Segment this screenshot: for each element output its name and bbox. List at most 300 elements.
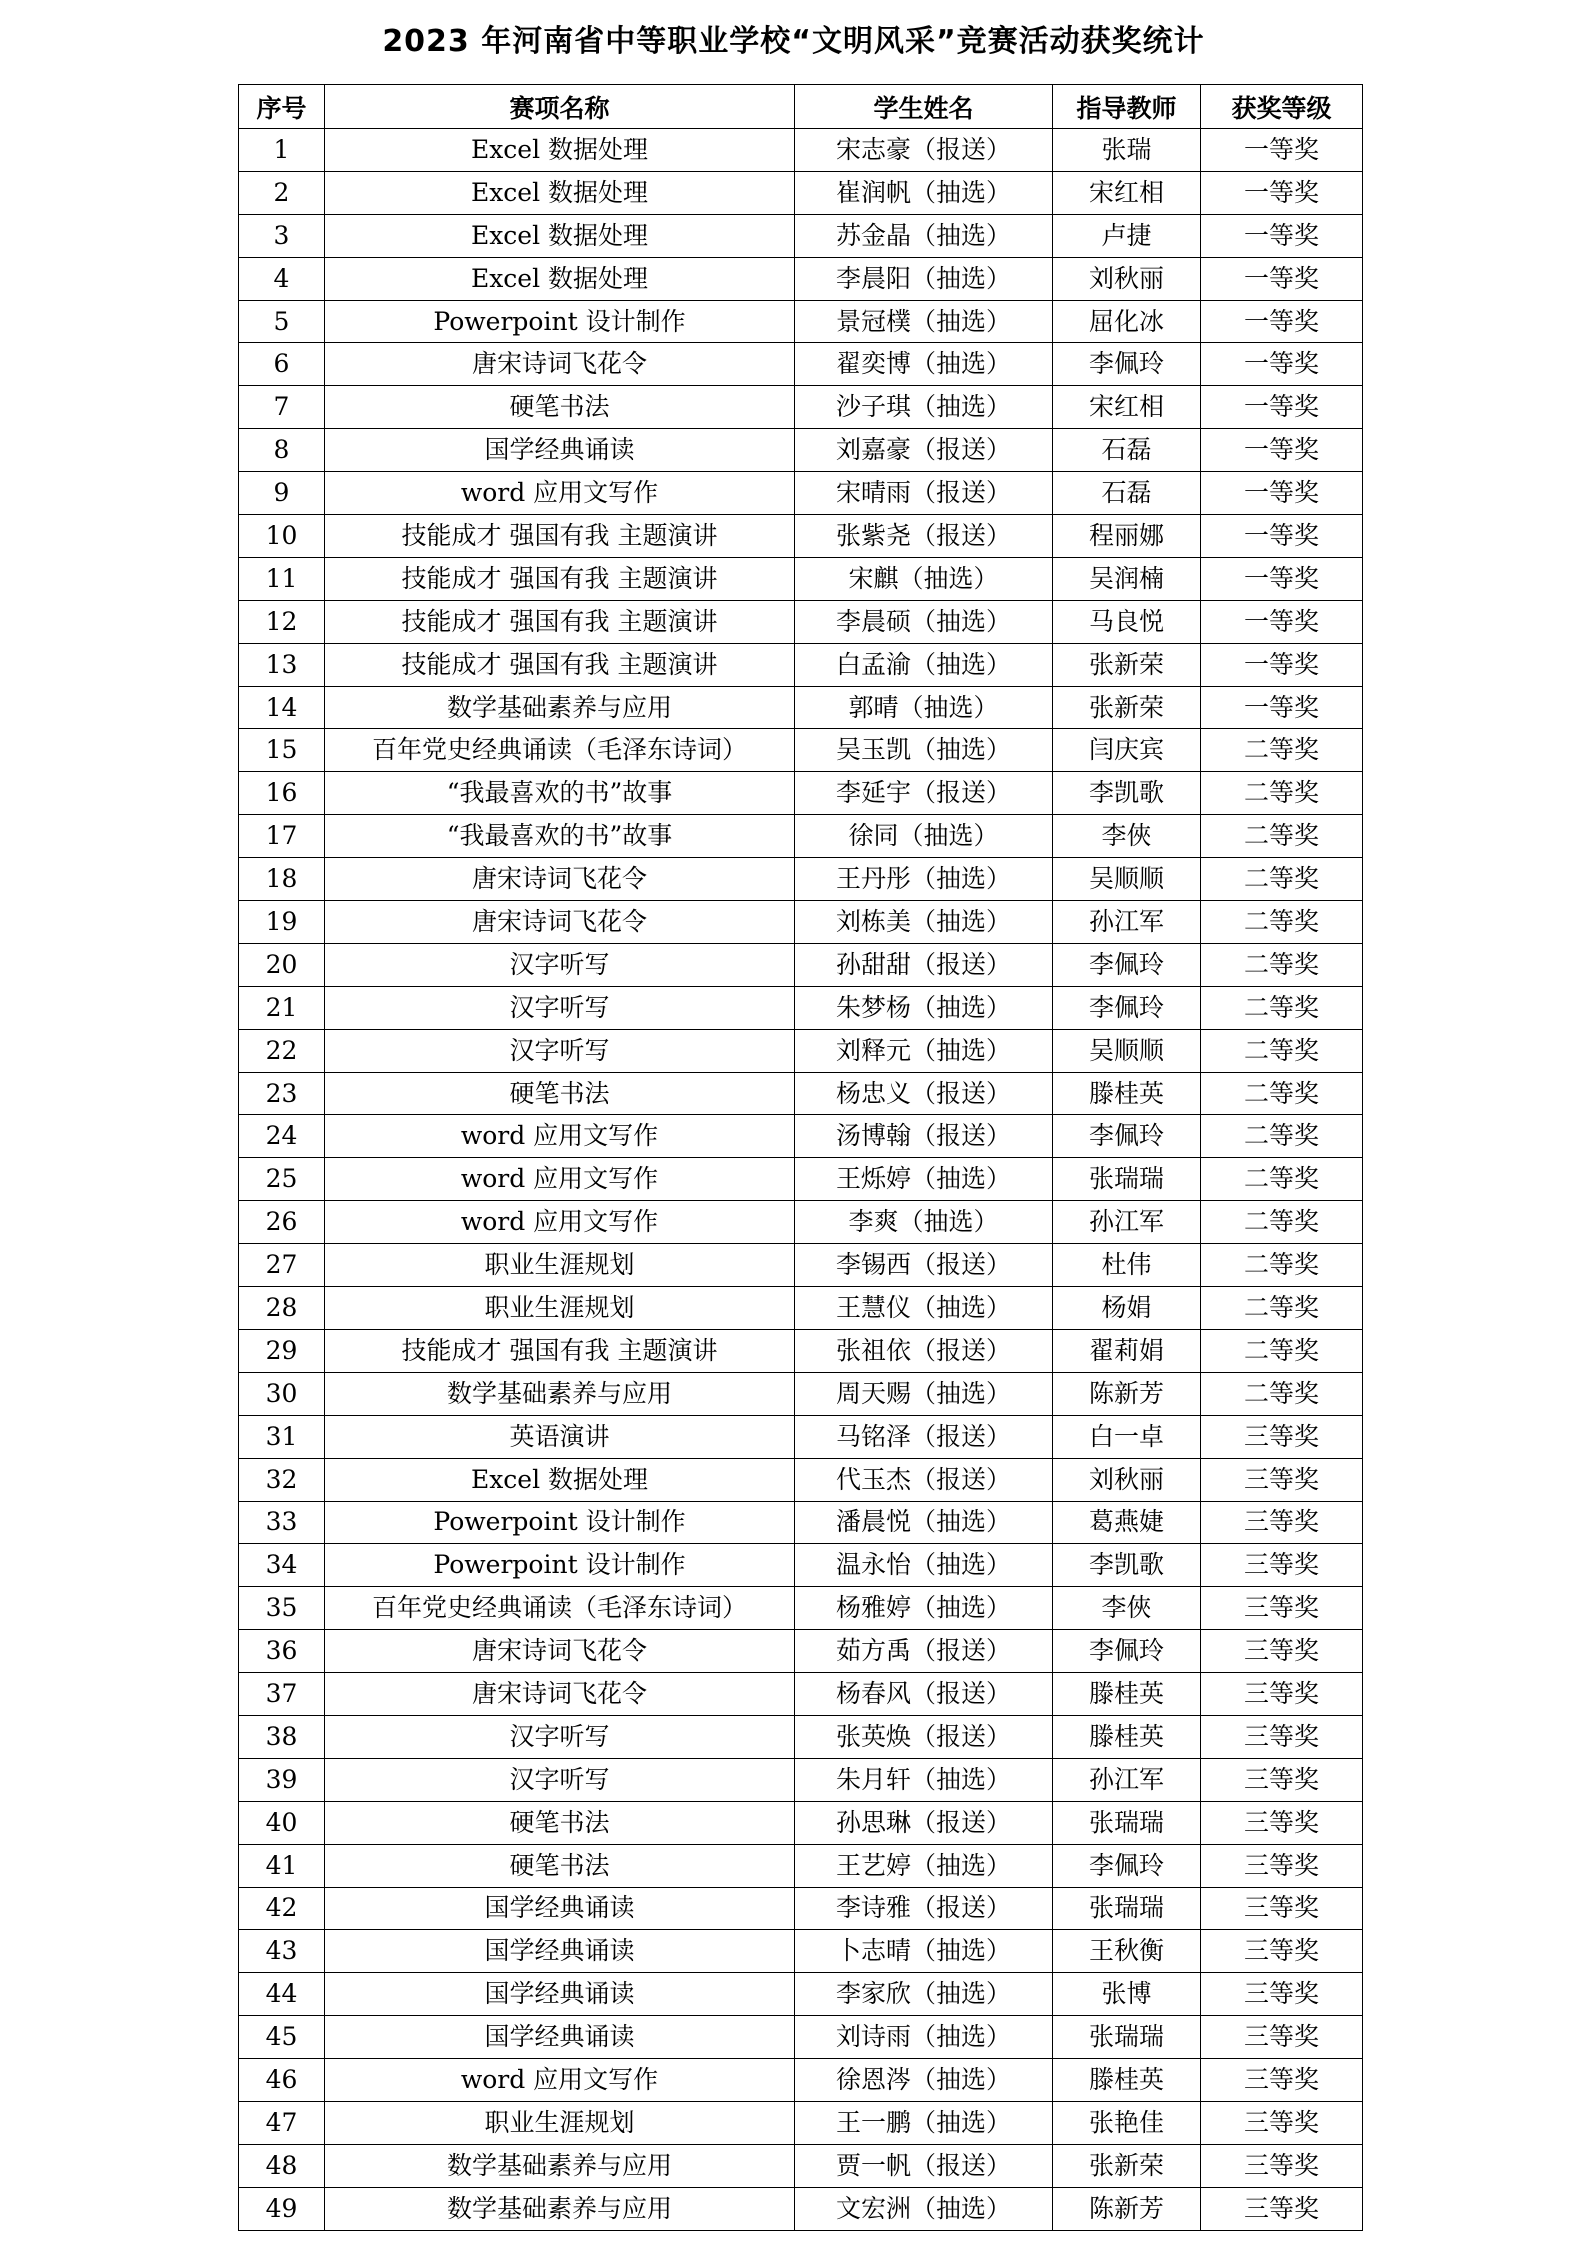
table-row [239, 729, 1363, 772]
cell-teacher: 孙江军 [1053, 1758, 1201, 1801]
cell-event: 职业生涯规划 [325, 1287, 795, 1330]
cell-student: 刘栋美（抽选） [795, 901, 1053, 944]
cell-event: 技能成才 强国有我 主题演讲 [325, 600, 795, 643]
cell-seq: 41 [239, 1844, 325, 1887]
cell-event: word 应用文写作 [325, 2059, 795, 2102]
cell-student: 茹方禹（报送） [795, 1630, 1053, 1673]
cell-seq: 10 [239, 515, 325, 558]
cell-seq: 6 [239, 343, 325, 386]
cell-student: 温永怡（抽选） [795, 1544, 1053, 1587]
table-row [239, 1201, 1363, 1244]
cell-student: 李家欣（抽选） [795, 1973, 1053, 2016]
cell-level: 一等奖 [1201, 515, 1363, 558]
table-row [239, 643, 1363, 686]
cell-event: 国学经典诵读 [325, 2016, 795, 2059]
cell-student: 卜志晴（抽选） [795, 1930, 1053, 1973]
cell-level: 二等奖 [1201, 1158, 1363, 1201]
cell-level: 三等奖 [1201, 1544, 1363, 1587]
cell-level: 三等奖 [1201, 1844, 1363, 1887]
cell-teacher: 滕桂英 [1053, 1673, 1201, 1716]
table-row [239, 1029, 1363, 1072]
cell-seq: 22 [239, 1029, 325, 1072]
cell-event: word 应用文写作 [325, 1158, 795, 1201]
cell-student: 景冠樸（抽选） [795, 300, 1053, 343]
cell-level: 一等奖 [1201, 600, 1363, 643]
cell-seq: 48 [239, 2144, 325, 2187]
cell-seq: 37 [239, 1673, 325, 1716]
cell-level: 一等奖 [1201, 643, 1363, 686]
cell-level: 二等奖 [1201, 815, 1363, 858]
cell-level: 三等奖 [1201, 1973, 1363, 2016]
cell-teacher: 李佩玲 [1053, 1630, 1201, 1673]
cell-teacher: 吴润楠 [1053, 557, 1201, 600]
cell-seq: 35 [239, 1587, 325, 1630]
cell-level: 三等奖 [1201, 2016, 1363, 2059]
cell-seq: 4 [239, 257, 325, 300]
table-row [239, 386, 1363, 429]
table-row [239, 2144, 1363, 2187]
cell-student: 朱梦杨（抽选） [795, 986, 1053, 1029]
table-row [239, 1715, 1363, 1758]
cell-seq: 39 [239, 1758, 325, 1801]
cell-seq: 28 [239, 1287, 325, 1330]
header-student: 学生姓名 [795, 85, 1053, 129]
cell-event: 技能成才 强国有我 主题演讲 [325, 557, 795, 600]
cell-level: 三等奖 [1201, 1458, 1363, 1501]
cell-student: 李晨硕（抽选） [795, 600, 1053, 643]
cell-level: 三等奖 [1201, 1758, 1363, 1801]
cell-level: 一等奖 [1201, 472, 1363, 515]
table-row [239, 1458, 1363, 1501]
table-row [239, 686, 1363, 729]
header-teacher: 指导教师 [1053, 85, 1201, 129]
table-row [239, 2059, 1363, 2102]
cell-level: 三等奖 [1201, 1415, 1363, 1458]
cell-teacher: 张瑞 [1053, 129, 1201, 172]
cell-event: 百年党史经典诵读（毛泽东诗词） [325, 1587, 795, 1630]
cell-event: 技能成才 强国有我 主题演讲 [325, 643, 795, 686]
cell-teacher: 张博 [1053, 1973, 1201, 2016]
cell-level: 二等奖 [1201, 901, 1363, 944]
cell-student: 宋晴雨（报送） [795, 472, 1053, 515]
cell-seq: 49 [239, 2187, 325, 2230]
cell-level: 三等奖 [1201, 1673, 1363, 1716]
table-row [239, 1587, 1363, 1630]
table-row [239, 600, 1363, 643]
cell-level: 二等奖 [1201, 1372, 1363, 1415]
cell-event: 英语演讲 [325, 1415, 795, 1458]
cell-seq: 16 [239, 772, 325, 815]
cell-seq: 38 [239, 1715, 325, 1758]
cell-seq: 43 [239, 1930, 325, 1973]
cell-level: 一等奖 [1201, 300, 1363, 343]
cell-seq: 44 [239, 1973, 325, 2016]
header-seq: 序号 [239, 85, 325, 129]
cell-teacher: 李佩玲 [1053, 343, 1201, 386]
cell-event: word 应用文写作 [325, 472, 795, 515]
cell-student: 代玉杰（报送） [795, 1458, 1053, 1501]
table-row [239, 2187, 1363, 2230]
table-row [239, 343, 1363, 386]
table-row [239, 472, 1363, 515]
table-row [239, 1887, 1363, 1930]
table-row [239, 2016, 1363, 2059]
cell-level: 二等奖 [1201, 1287, 1363, 1330]
cell-teacher: 张新荣 [1053, 686, 1201, 729]
cell-seq: 24 [239, 1115, 325, 1158]
table-row [239, 300, 1363, 343]
table-row [239, 1287, 1363, 1330]
table-row [239, 429, 1363, 472]
cell-teacher: 陈新芳 [1053, 1372, 1201, 1415]
cell-event: 硬笔书法 [325, 1072, 795, 1115]
cell-level: 一等奖 [1201, 171, 1363, 214]
cell-student: 杨雅婷（抽选） [795, 1587, 1053, 1630]
cell-level: 二等奖 [1201, 1244, 1363, 1287]
cell-student: 贾一帆（报送） [795, 2144, 1053, 2187]
cell-seq: 11 [239, 557, 325, 600]
cell-event: Excel 数据处理 [325, 171, 795, 214]
cell-teacher: 吴顺顺 [1053, 1029, 1201, 1072]
cell-level: 三等奖 [1201, 1587, 1363, 1630]
cell-event: Powerpoint 设计制作 [325, 1544, 795, 1587]
cell-seq: 2 [239, 171, 325, 214]
cell-teacher: 李佩玲 [1053, 1115, 1201, 1158]
cell-seq: 12 [239, 600, 325, 643]
cell-level: 二等奖 [1201, 1201, 1363, 1244]
cell-seq: 7 [239, 386, 325, 429]
cell-seq: 15 [239, 729, 325, 772]
cell-seq: 18 [239, 858, 325, 901]
table-row [239, 1630, 1363, 1673]
cell-teacher: 张瑞瑞 [1053, 2016, 1201, 2059]
cell-student: 王慧仪（抽选） [795, 1287, 1053, 1330]
table-row [239, 214, 1363, 257]
cell-seq: 42 [239, 1887, 325, 1930]
cell-teacher: 石磊 [1053, 429, 1201, 472]
table-row [239, 1158, 1363, 1201]
cell-event: 国学经典诵读 [325, 429, 795, 472]
cell-event: Powerpoint 设计制作 [325, 1501, 795, 1544]
cell-student: 吴玉凯（抽选） [795, 729, 1053, 772]
cell-student: 徐同（抽选） [795, 815, 1053, 858]
cell-teacher: 张新荣 [1053, 2144, 1201, 2187]
table-header-row [239, 85, 1363, 129]
cell-student: 杨忠义（报送） [795, 1072, 1053, 1115]
cell-event: 唐宋诗词飞花令 [325, 1673, 795, 1716]
cell-student: 郭晴（抽选） [795, 686, 1053, 729]
cell-seq: 33 [239, 1501, 325, 1544]
table-row [239, 943, 1363, 986]
cell-student: 马铭泽（报送） [795, 1415, 1053, 1458]
cell-seq: 13 [239, 643, 325, 686]
cell-teacher: 李佩玲 [1053, 943, 1201, 986]
cell-seq: 3 [239, 214, 325, 257]
table-row [239, 1673, 1363, 1716]
cell-student: 杨春风（报送） [795, 1673, 1053, 1716]
table-row [239, 1115, 1363, 1158]
cell-level: 二等奖 [1201, 858, 1363, 901]
cell-event: 国学经典诵读 [325, 1930, 795, 1973]
cell-level: 三等奖 [1201, 2187, 1363, 2230]
cell-level: 一等奖 [1201, 686, 1363, 729]
cell-level: 一等奖 [1201, 557, 1363, 600]
table-row [239, 772, 1363, 815]
cell-student: 张英焕（报送） [795, 1715, 1053, 1758]
cell-event: Excel 数据处理 [325, 257, 795, 300]
cell-teacher: 李佩玲 [1053, 1844, 1201, 1887]
table-row [239, 1544, 1363, 1587]
cell-student: 白孟渝（抽选） [795, 643, 1053, 686]
cell-teacher: 杨娟 [1053, 1287, 1201, 1330]
cell-seq: 20 [239, 943, 325, 986]
cell-teacher: 程丽娜 [1053, 515, 1201, 558]
cell-student: 刘诗雨（抽选） [795, 2016, 1053, 2059]
cell-seq: 8 [239, 429, 325, 472]
cell-seq: 25 [239, 1158, 325, 1201]
cell-event: 唐宋诗词飞花令 [325, 1630, 795, 1673]
header-event: 赛项名称 [325, 85, 795, 129]
cell-student: 李锡西（报送） [795, 1244, 1053, 1287]
cell-teacher: 刘秋丽 [1053, 1458, 1201, 1501]
cell-level: 一等奖 [1201, 257, 1363, 300]
cell-teacher: 卢捷 [1053, 214, 1201, 257]
cell-seq: 14 [239, 686, 325, 729]
cell-event: word 应用文写作 [325, 1115, 795, 1158]
table-row [239, 1415, 1363, 1458]
cell-level: 一等奖 [1201, 214, 1363, 257]
cell-student: 张紫尧（报送） [795, 515, 1053, 558]
cell-event: 技能成才 强国有我 主题演讲 [325, 515, 795, 558]
cell-seq: 27 [239, 1244, 325, 1287]
cell-seq: 34 [239, 1544, 325, 1587]
cell-seq: 29 [239, 1329, 325, 1372]
cell-student: 文宏洲（抽选） [795, 2187, 1053, 2230]
cell-level: 三等奖 [1201, 1630, 1363, 1673]
cell-student: 李诗雅（报送） [795, 1887, 1053, 1930]
cell-teacher: 葛燕婕 [1053, 1501, 1201, 1544]
cell-student: 宋麒（抽选） [795, 557, 1053, 600]
cell-event: 数学基础素养与应用 [325, 2187, 795, 2230]
cell-student: 汤博翰（报送） [795, 1115, 1053, 1158]
cell-event: 唐宋诗词飞花令 [325, 858, 795, 901]
cell-level: 二等奖 [1201, 772, 1363, 815]
cell-event: 数学基础素养与应用 [325, 1372, 795, 1415]
cell-teacher: 孙江军 [1053, 901, 1201, 944]
cell-level: 二等奖 [1201, 1329, 1363, 1372]
header-level: 获奖等级 [1201, 85, 1363, 129]
cell-student: 张祖依（报送） [795, 1329, 1053, 1372]
cell-teacher: 宋红相 [1053, 386, 1201, 429]
cell-level: 二等奖 [1201, 986, 1363, 1029]
cell-level: 二等奖 [1201, 1029, 1363, 1072]
cell-seq: 21 [239, 986, 325, 1029]
cell-level: 三等奖 [1201, 1930, 1363, 1973]
table-row [239, 2101, 1363, 2144]
cell-teacher: 宋红相 [1053, 171, 1201, 214]
cell-teacher: 滕桂英 [1053, 2059, 1201, 2102]
cell-level: 二等奖 [1201, 1115, 1363, 1158]
table-row [239, 1844, 1363, 1887]
cell-teacher: 滕桂英 [1053, 1072, 1201, 1115]
table-row [239, 1758, 1363, 1801]
cell-student: 孙甜甜（报送） [795, 943, 1053, 986]
table-row [239, 858, 1363, 901]
cell-level: 二等奖 [1201, 943, 1363, 986]
cell-level: 三等奖 [1201, 1887, 1363, 1930]
cell-teacher: 吴顺顺 [1053, 858, 1201, 901]
page-title: 2023 年河南省中等职业学校“文明风采”竞赛活动获奖统计 [382, 24, 1205, 59]
cell-event: 职业生涯规划 [325, 2101, 795, 2144]
cell-seq: 46 [239, 2059, 325, 2102]
table-row [239, 1801, 1363, 1844]
cell-level: 三等奖 [1201, 1715, 1363, 1758]
table-row [239, 129, 1363, 172]
cell-seq: 30 [239, 1372, 325, 1415]
cell-student: 沙子琪（抽选） [795, 386, 1053, 429]
table-row [239, 1372, 1363, 1415]
cell-event: “我最喜欢的书”故事 [325, 815, 795, 858]
cell-event: 数学基础素养与应用 [325, 686, 795, 729]
cell-event: 国学经典诵读 [325, 1973, 795, 2016]
cell-event: word 应用文写作 [325, 1201, 795, 1244]
cell-level: 三等奖 [1201, 1801, 1363, 1844]
cell-event: “我最喜欢的书”故事 [325, 772, 795, 815]
cell-seq: 40 [239, 1801, 325, 1844]
cell-student: 潘晨悦（抽选） [795, 1501, 1053, 1544]
cell-student: 刘嘉豪（报送） [795, 429, 1053, 472]
cell-student: 苏金晶（抽选） [795, 214, 1053, 257]
cell-level: 二等奖 [1201, 1072, 1363, 1115]
table-row [239, 986, 1363, 1029]
cell-event: 硬笔书法 [325, 1844, 795, 1887]
cell-event: 汉字听写 [325, 1029, 795, 1072]
cell-seq: 19 [239, 901, 325, 944]
cell-seq: 17 [239, 815, 325, 858]
table-row [239, 1501, 1363, 1544]
cell-level: 二等奖 [1201, 729, 1363, 772]
cell-event: Powerpoint 设计制作 [325, 300, 795, 343]
cell-event: 国学经典诵读 [325, 1887, 795, 1930]
cell-seq: 1 [239, 129, 325, 172]
cell-level: 一等奖 [1201, 343, 1363, 386]
cell-seq: 47 [239, 2101, 325, 2144]
cell-teacher: 翟莉娟 [1053, 1329, 1201, 1372]
table-row [239, 1329, 1363, 1372]
table-row [239, 515, 1363, 558]
cell-event: 汉字听写 [325, 1715, 795, 1758]
cell-seq: 36 [239, 1630, 325, 1673]
table-row [239, 257, 1363, 300]
cell-event: 汉字听写 [325, 943, 795, 986]
cell-teacher: 滕桂英 [1053, 1715, 1201, 1758]
cell-seq: 5 [239, 300, 325, 343]
cell-event: 硬笔书法 [325, 386, 795, 429]
cell-teacher: 张新荣 [1053, 643, 1201, 686]
cell-teacher: 石磊 [1053, 472, 1201, 515]
cell-level: 三等奖 [1201, 2144, 1363, 2187]
cell-level: 一等奖 [1201, 429, 1363, 472]
cell-teacher: 张瑞瑞 [1053, 1801, 1201, 1844]
cell-seq: 32 [239, 1458, 325, 1501]
cell-event: Excel 数据处理 [325, 1458, 795, 1501]
cell-teacher: 刘秋丽 [1053, 257, 1201, 300]
cell-seq: 23 [239, 1072, 325, 1115]
cell-event: 技能成才 强国有我 主题演讲 [325, 1329, 795, 1372]
cell-student: 崔润帆（抽选） [795, 171, 1053, 214]
cell-student: 王一鹏（抽选） [795, 2101, 1053, 2144]
table-row [239, 1072, 1363, 1115]
cell-event: 唐宋诗词飞花令 [325, 343, 795, 386]
table-row [239, 901, 1363, 944]
awards-table [238, 84, 1363, 2231]
table-row [239, 1930, 1363, 1973]
cell-teacher: 李凯歌 [1053, 772, 1201, 815]
cell-teacher: 李俠 [1053, 1587, 1201, 1630]
table-row [239, 557, 1363, 600]
cell-student: 王烁婷（抽选） [795, 1158, 1053, 1201]
table-body [239, 129, 1363, 2231]
cell-seq: 31 [239, 1415, 325, 1458]
cell-teacher: 王秋衡 [1053, 1930, 1201, 1973]
cell-student: 孙思琳（报送） [795, 1801, 1053, 1844]
cell-teacher: 张瑞瑞 [1053, 1158, 1201, 1201]
cell-teacher: 白一卓 [1053, 1415, 1201, 1458]
cell-student: 朱月轩（抽选） [795, 1758, 1053, 1801]
table-row [239, 171, 1363, 214]
cell-teacher: 孙江军 [1053, 1201, 1201, 1244]
cell-student: 徐恩涔（抽选） [795, 2059, 1053, 2102]
cell-seq: 9 [239, 472, 325, 515]
cell-teacher: 马良悦 [1053, 600, 1201, 643]
cell-event: 汉字听写 [325, 986, 795, 1029]
cell-student: 王丹彤（抽选） [795, 858, 1053, 901]
cell-event: 百年党史经典诵读（毛泽东诗词） [325, 729, 795, 772]
cell-seq: 26 [239, 1201, 325, 1244]
cell-event: 唐宋诗词飞花令 [325, 901, 795, 944]
cell-event: Excel 数据处理 [325, 129, 795, 172]
cell-level: 三等奖 [1201, 1501, 1363, 1544]
cell-event: Excel 数据处理 [325, 214, 795, 257]
cell-teacher: 张瑞瑞 [1053, 1887, 1201, 1930]
cell-student: 宋志豪（报送） [795, 129, 1053, 172]
cell-level: 一等奖 [1201, 129, 1363, 172]
cell-student: 李晨阳（抽选） [795, 257, 1053, 300]
cell-event: 汉字听写 [325, 1758, 795, 1801]
cell-teacher: 闫庆宾 [1053, 729, 1201, 772]
cell-teacher: 李佩玲 [1053, 986, 1201, 1029]
cell-teacher: 李俠 [1053, 815, 1201, 858]
cell-level: 一等奖 [1201, 386, 1363, 429]
cell-event: 职业生涯规划 [325, 1244, 795, 1287]
cell-student: 李爽（抽选） [795, 1201, 1053, 1244]
table-row [239, 815, 1363, 858]
cell-student: 翟奕博（抽选） [795, 343, 1053, 386]
table-row [239, 1244, 1363, 1287]
cell-teacher: 杜伟 [1053, 1244, 1201, 1287]
cell-event: 硬笔书法 [325, 1801, 795, 1844]
cell-teacher: 张艳佳 [1053, 2101, 1201, 2144]
cell-student: 李延宇（报送） [795, 772, 1053, 815]
cell-teacher: 李凯歌 [1053, 1544, 1201, 1587]
cell-student: 周天赐（抽选） [795, 1372, 1053, 1415]
table-row [239, 1973, 1363, 2016]
cell-teacher: 屈化冰 [1053, 300, 1201, 343]
cell-event: 数学基础素养与应用 [325, 2144, 795, 2187]
cell-teacher: 陈新芳 [1053, 2187, 1201, 2230]
cell-level: 三等奖 [1201, 2101, 1363, 2144]
cell-level: 三等奖 [1201, 2059, 1363, 2102]
